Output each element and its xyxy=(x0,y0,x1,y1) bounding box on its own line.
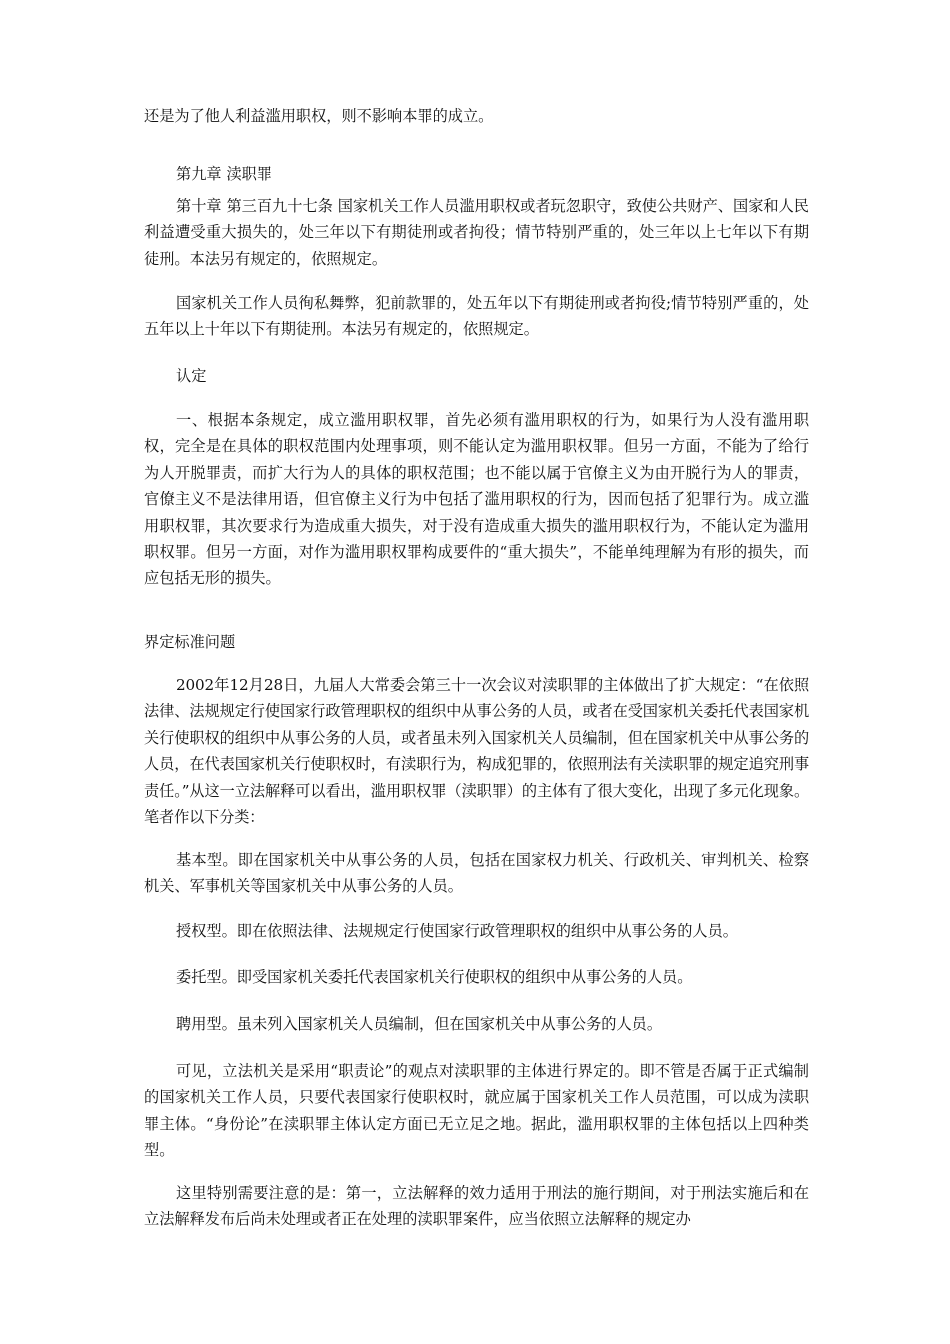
entrusted-type-paragraph: 委托型。即受国家机关委托代表国家机关行使职权的组织中从事公务的人员。 xyxy=(176,968,693,986)
section-heading-standard: 界定标准问题 xyxy=(144,633,236,651)
conclusion-paragraph: 可见，立法机关是采用“职责论”的观点对渎职罪的主体进行界定的。即不管是否属于正式编制的国家机关工作人员，只要代表国家行使职权时，就应属于国家机关工作人员范围，可以成为渎职罪主体。“身份论”在渎职罪主体认定方面已无立足之地。据此，滥用职权罪的主体包括以上四种类型。 xyxy=(144,1062,809,1160)
determination-paragraph: 一、根据本条规定，成立滥用职权罪，首先必须有滥用职权的行为，如果行为人没有滥用职权，完全是在具体的职权范围内处理事项，则不能认定为滥用职权罪。但另一方面，不能为了给行为人开脱罪责，而扩大行为人的具体的职权范围；也不能以属于官僚主义为由开脱行为人的罪责，官僚主义不是法律用语，但官僚主义行为中包括了滥用职权的行为，因而包括了犯罪行为。成立滥用职权罪，其次要求行为造成重大损失，对于没有造成重大损失的滥用职权行为，不能认定为滥用职权罪。但另一方面，对作为滥用职权罪构成要件的“重大损失”，不能单纯理解为有形的损失，而应包括无形的损失。 xyxy=(144,411,809,588)
article-397-paragraph: 第十章 第三百九十七条 国家机关工作人员滥用职权或者玩忽职守，致使公共财产、国家和人民利益遭受重大损失的，处三年以下有期徒刑或者拘役；情节特别严重的，处三年以上七年以下有期徒刑。本法另有规定的，依照规定。 xyxy=(144,197,809,268)
paragraph-continuation: 还是为了他人利益滥用职权，则不影响本罪的成立。 xyxy=(144,107,494,125)
attention-paragraph: 这里特别需要注意的是：第一，立法解释的效力适用于刑法的施行期间，对于刑法实施后和在立法解释发布后尚未处理或者正在处理的渎职罪案件，应当依照立法解释的规定办 xyxy=(144,1184,809,1229)
authorized-type-paragraph: 授权型。即在依照法律、法规规定行使国家行政管理职权的组织中从事公务的人员。 xyxy=(176,922,738,940)
section-heading-determination: 认定 xyxy=(176,367,207,385)
employed-type-paragraph: 聘用型。虽未列入国家机关人员编制，但在国家机关中从事公务的人员。 xyxy=(176,1015,662,1033)
interpretation-paragraph: 2002年12月28日，九届人大常委会第三十一次会议对渎职罪的主体做出了扩大规定：“在依照法律、法规规定行使国家行政管理职权的组织中从事公务的人员，或者在受国家机关委托代表国家机关行使职权的组织中从事公务的人员，或者虽未列入国家机关人员编制，但在国家机关中从事公务的人员，在代表国家机关行使职权时，有渎职行为，构成犯罪的，依照刑法有关渎职罪的规定追究刑事责任。”从这一立法解释可以看出，滥用职权罪（渎职罪）的主体有了很大变化，出现了多元化现象。笔者作以下分类： xyxy=(144,676,809,827)
basic-type-paragraph: 基本型。即在国家机关中从事公务的人员，包括在国家权力机关、行政机关、审判机关、检察机关、军事机关等国家机关中从事公务的人员。 xyxy=(144,851,809,896)
favoritism-paragraph: 国家机关工作人员徇私舞弊，犯前款罪的，处五年以下有期徒刑或者拘役;情节特别严重的，处五年以上十年以下有期徒刑。本法另有规定的，依照规定。 xyxy=(144,294,809,339)
chapter-heading: 第九章 渎职罪 xyxy=(176,165,272,183)
